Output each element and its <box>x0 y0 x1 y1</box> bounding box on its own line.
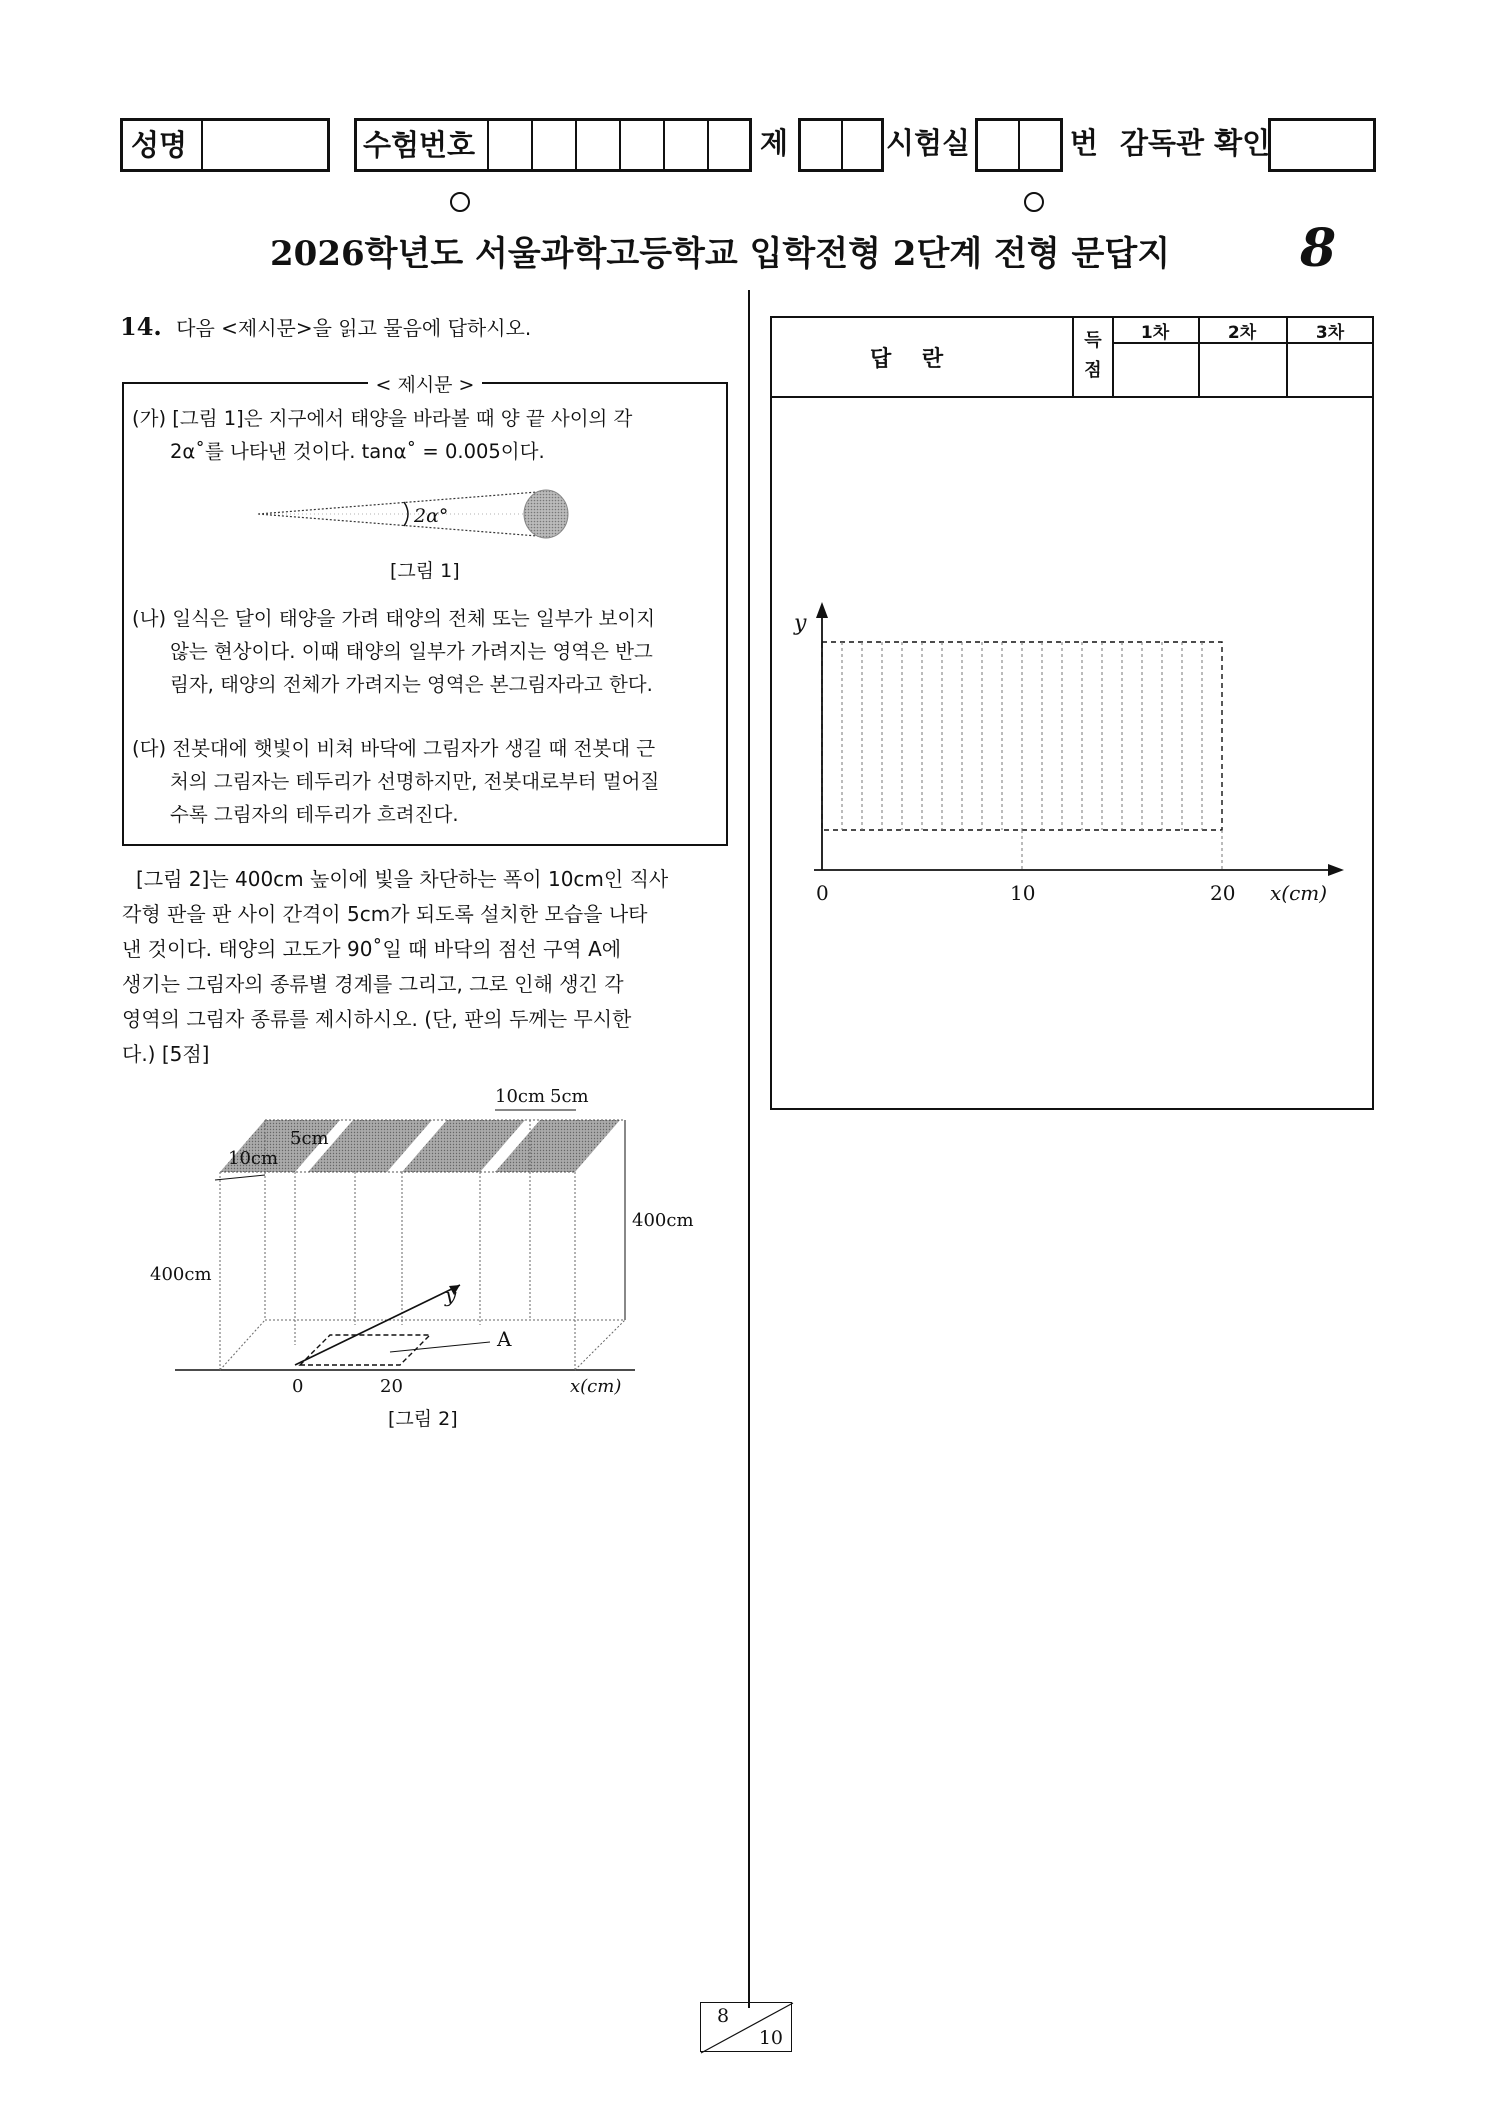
supervisor-label: 감독관 확인 <box>1120 126 1271 160</box>
question-number: 14. <box>120 312 162 341</box>
fig2-label-5cm-top: 5cm <box>550 1086 589 1107</box>
fig2-label-5cm-left: 5cm <box>290 1128 329 1149</box>
figure-1 <box>254 484 594 544</box>
body-line-2: 각형 판을 판 사이 간격이 5cm가 되도록 설치한 모습을 나타 <box>122 902 648 926</box>
para-na-line-3: 림자, 태양의 전체가 가려지는 영역은 본그림자라고 한다. <box>170 673 653 696</box>
fig2-label-400-right: 400cm <box>632 1210 694 1231</box>
page-counter <box>700 2002 792 2052</box>
page-number: 8 <box>1300 218 1337 279</box>
para-na-line-1: (나) 일식은 달이 태양을 가려 태양의 전체 또는 일부가 보이지 <box>132 607 656 630</box>
score-label-1: 득 <box>1084 330 1102 351</box>
number-suffix: 번 <box>1070 126 1099 160</box>
graph-x-label: x(cm) <box>1270 881 1328 905</box>
round-1-label: 1차 <box>1140 323 1170 343</box>
para-ga <box>132 402 722 468</box>
body-line-3: 낸 것이다. 태양의 고도가 90˚일 때 바닥의 점선 구역 A에 <box>122 937 622 961</box>
round-3-label: 3차 <box>1315 323 1345 343</box>
page-total: 10 <box>758 2027 783 2049</box>
fig2-label-10cm-left: 10cm <box>228 1148 279 1169</box>
graph-y-label: y <box>794 611 807 636</box>
answer-label: 답 란 <box>870 347 944 372</box>
fig2-label-y: y <box>445 1283 457 1307</box>
fig1-angle-label: 2α° <box>414 505 449 527</box>
para-ga-line-2: 2α˚를 나타낸 것이다. tanα˚ = 0.005이다. <box>170 440 545 463</box>
para-da-line-3: 수록 그림자의 테두리가 흐려진다. <box>170 803 459 826</box>
fig2-label-10cm-top: 10cm <box>495 1086 546 1107</box>
exam-number-box <box>354 118 752 172</box>
name-box <box>120 118 330 172</box>
para-na <box>132 602 722 701</box>
punch-hole-right <box>1024 192 1044 212</box>
score-cell-1[interactable] <box>1114 344 1196 396</box>
column-divider <box>748 290 750 2008</box>
name-label: 성명 <box>131 128 188 162</box>
fig2-caption: [그림 2] <box>388 1408 458 1430</box>
body-line-6: 다.) [5점] <box>122 1042 210 1066</box>
body-line-5: 영역의 그림자 종류를 제시하시오. (단, 판의 두께는 무시한 <box>122 1007 632 1031</box>
para-na-line-2: 않는 현상이다. 이때 태양의 일부가 가려지는 영역은 반그 <box>170 640 653 663</box>
graph-vertical-gridlines <box>842 642 1202 830</box>
passage-box <box>122 374 728 846</box>
graph-region-rect <box>822 642 1222 830</box>
question-prompt: 다음 <제시문>을 읽고 물음에 답하시오. <box>176 316 532 340</box>
graph-tick-0: 0 <box>816 881 829 905</box>
score-cell-3[interactable] <box>1288 344 1372 396</box>
fig1-caption: [그림 1] <box>390 560 460 582</box>
question-header <box>120 310 531 345</box>
score-label-2: 점 <box>1084 360 1102 381</box>
fig2-label-x: x(cm) <box>570 1376 622 1397</box>
answer-graph-overlay <box>770 396 1374 916</box>
exam-number-field[interactable] <box>489 121 749 169</box>
name-field[interactable] <box>205 121 327 169</box>
exam-number-label: 수험번호 <box>363 128 476 162</box>
fig2-y-axis <box>295 1285 460 1365</box>
fig2-label-A: A <box>497 1327 512 1351</box>
score-label <box>1074 326 1112 386</box>
passage-title: < 제시문 > <box>368 374 483 396</box>
fig2-tick-20: 20 <box>380 1376 403 1397</box>
graph-tick-20: 20 <box>1210 881 1236 905</box>
para-ga-line-1: (가) [그림 1]은 지구에서 태양을 바라볼 때 양 끝 사이의 각 <box>132 407 633 430</box>
fig2-tick-0: 0 <box>292 1376 304 1397</box>
page-current: 8 <box>717 2005 730 2027</box>
room-label: 시험실 <box>886 126 971 160</box>
question-body <box>122 862 730 1072</box>
graph-tick-10: 10 <box>1010 881 1036 905</box>
sun-icon <box>524 490 568 538</box>
punch-hole-left <box>450 192 470 212</box>
para-da-line-1: (다) 전봇대에 햇빛이 비쳐 바닥에 그림자가 생길 때 전봇대 근 <box>132 737 656 760</box>
round-2-label: 2차 <box>1227 323 1257 343</box>
body-line-1: [그림 2]는 400cm 높이에 빛을 차단하는 폭이 10cm인 직사 <box>136 867 669 891</box>
score-cell-2[interactable] <box>1200 344 1284 396</box>
para-da-line-2: 처의 그림자는 테두리가 선명하지만, 전봇대로부터 멀어질 <box>170 770 660 793</box>
body-line-4: 생기는 그림자의 종류별 경계를 그리고, 그로 인해 생긴 각 <box>122 972 624 996</box>
room-number-box[interactable] <box>798 118 884 172</box>
supervisor-sign-box[interactable] <box>1268 118 1376 172</box>
seat-prefix: 제 <box>760 126 789 160</box>
seat-number-box[interactable] <box>975 118 1063 172</box>
page-title: 2026학년도 서울과학고등학교 입학전형 2단계 전형 문답지 <box>270 234 1171 274</box>
fig2-label-400-left: 400cm <box>150 1264 212 1285</box>
para-da <box>132 732 722 831</box>
figure-2 <box>140 1080 694 1400</box>
